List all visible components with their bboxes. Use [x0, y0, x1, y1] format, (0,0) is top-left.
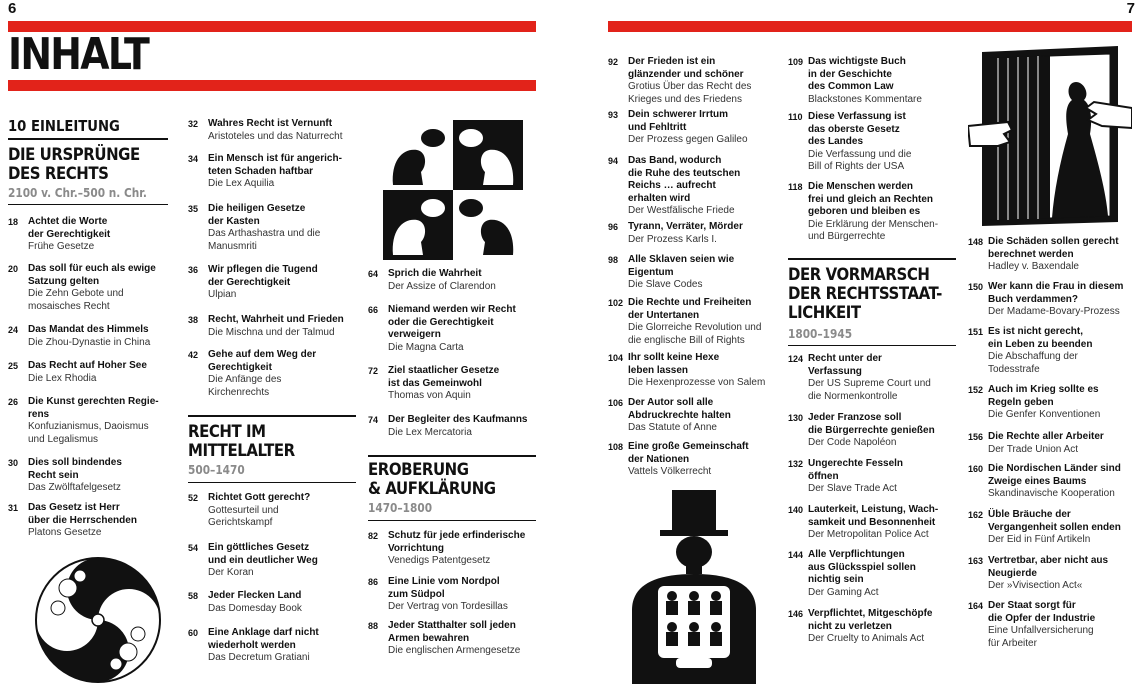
- toc-entry[interactable]: [788, 608, 963, 646]
- toc-entry-subtitle: Die Hexenprozesse von Salem: [628, 377, 766, 388]
- toc-page-number: 104: [608, 353, 624, 363]
- toc-entry-subtitle: Die Zhou-Dynastie in China: [28, 336, 151, 348]
- toc-entry-subtitle: Der Eid in Fünf Artikeln: [988, 534, 1091, 545]
- toc-entry[interactable]: [968, 555, 1138, 593]
- toc-entry[interactable]: [8, 324, 178, 349]
- toc-entry-title: Ein Mensch ist für angerich- teten Schaden haftbar: [208, 153, 342, 177]
- toc-entry[interactable]: [968, 431, 1138, 456]
- section-rule: [8, 138, 168, 140]
- section-title-ursprunge: DIE URSPRÜNGE DES RECHTS: [8, 145, 140, 184]
- toc-page-number: 25: [8, 361, 19, 371]
- toc-entry-subtitle: Der Trade Union Act: [988, 443, 1079, 455]
- toc-entry[interactable]: [188, 542, 363, 580]
- toc-entry[interactable]: [788, 56, 963, 106]
- toc-entry-title: Die Menschen werden frei und gleich an Rechten geboren und bleiben es: [808, 181, 934, 217]
- toc-page-number: 151: [968, 327, 984, 337]
- toc-entry[interactable]: [8, 360, 178, 385]
- toc-page-number: 52: [188, 493, 199, 503]
- toc-entry-subtitle: Das Statute of Anne: [628, 422, 717, 433]
- toc-entry-title: Tyrann, Verräter, Mörder: [628, 221, 743, 232]
- toc-entry-title: Jeder Flecken Land: [208, 590, 302, 601]
- toc-entry[interactable]: [788, 111, 963, 174]
- toc-entry-title: Dein schwerer Irrtum und Fehltritt: [628, 109, 729, 133]
- toc-entry-subtitle: Skandinavische Kooperation: [988, 488, 1115, 499]
- toc-entry-subtitle: Die Verfassung und die Bill of Rights der USA: [808, 148, 912, 172]
- section-title-rechtsstaat: DER VORMARSCH DER RECHTSSTAAT- LICHKEIT: [788, 265, 942, 323]
- toc-entry-subtitle: Die Abschaffung der Todesstrafe: [988, 351, 1078, 375]
- toc-page-number: 34: [188, 154, 199, 164]
- section-years-eroberung: 1470–1800: [368, 501, 433, 515]
- toc-entry-title: Der Begleiter des Kaufmanns: [388, 414, 528, 425]
- toc-page-number: 124: [788, 354, 804, 364]
- toc-entry[interactable]: [788, 353, 963, 403]
- toc-page-number: 64: [368, 269, 379, 279]
- toc-entry-subtitle: Der Westfälische Friede: [628, 205, 735, 216]
- toc-entry-subtitle: Platons Gesetze: [28, 527, 102, 538]
- toc-entry[interactable]: [968, 281, 1138, 319]
- toc-entry[interactable]: [188, 492, 363, 530]
- toc-entry-subtitle: Der Assize of Clarendon: [388, 280, 496, 292]
- toc-entry-title: Das wichtigste Buch in der Geschichte des Common Law: [808, 56, 906, 92]
- toc-entry[interactable]: [8, 502, 178, 540]
- toc-entry[interactable]: [788, 504, 963, 542]
- toc-page-number: 24: [8, 325, 19, 335]
- toc-page-number: 18: [8, 217, 19, 227]
- toc-entry-title: Der Staat sorgt für die Opfer der Industrie: [988, 600, 1096, 624]
- toc-entry[interactable]: [608, 297, 778, 347]
- toc-page-number: 156: [968, 432, 984, 442]
- page-number-left: 6: [8, 0, 17, 17]
- toc-page-number: 36: [188, 265, 199, 275]
- toc-entry-subtitle: Der Metropolitan Police Act: [808, 529, 929, 540]
- toc-entry-title: Ungerechte Fesseln öffnen: [808, 458, 904, 482]
- toc-entry-title: Die Kunst gerechten Regie- rens: [28, 396, 159, 420]
- toc-entry[interactable]: [608, 441, 778, 479]
- toc-entry-subtitle: Die Glorreiche Revolution und die englische Bill of Rights: [628, 322, 762, 346]
- toc-entry-title: Das Band, wodurch die Ruhe des teutschen Reichs … aufrecht erhalten wird: [628, 155, 741, 204]
- toc-page-number: 102: [608, 298, 624, 308]
- toc-page-number: 118: [788, 182, 803, 192]
- toc-entry[interactable]: [368, 365, 543, 403]
- toc-entry-title: Lauterkeit, Leistung, Wach- samkeit und Besonnenheit: [808, 504, 939, 528]
- toc-entry-title: Auch im Krieg sollte es Regeln geben: [988, 384, 1099, 408]
- toc-page-number: 160: [968, 464, 984, 474]
- toc-entry-subtitle: Der Slave Trade Act: [808, 483, 897, 494]
- toc-entry[interactable]: [368, 268, 543, 293]
- toc-page-number: 58: [188, 591, 199, 601]
- toc-page-number: 30: [8, 458, 19, 468]
- toc-page-number: 93: [608, 110, 619, 120]
- section-title-eroberung: EROBERUNG & AUFKLÄRUNG: [368, 460, 496, 499]
- toc-entry-title: Das Gesetz ist Herr über die Herrschenden: [28, 502, 137, 526]
- page-number-right: 7: [1126, 0, 1135, 17]
- toc-entry-title: Verpflichtet, Mitgeschöpfe nicht zu verletzen: [808, 608, 933, 632]
- toc-page-number: 94: [608, 156, 619, 166]
- toc-entry-subtitle: Das Arthashastra und die Manusmriti: [208, 228, 321, 252]
- toc-entry-subtitle: Das Domesday Book: [208, 602, 302, 614]
- globe-spiral-illustration: [28, 548, 168, 684]
- toc-entry-title: Die Nordischen Länder sind Zweige eines Baums: [988, 463, 1121, 487]
- toc-entry-title: Wir pflegen die Tugend der Gerechtigkeit: [208, 264, 318, 288]
- toc-page-number: 163: [968, 556, 984, 566]
- red-bar-top-right: [608, 21, 1132, 32]
- toc-page-number: 72: [368, 366, 379, 376]
- toc-entry-subtitle: Eine Unfallversicherung für Arbeiter: [988, 625, 1094, 649]
- toc-page-number: 130: [788, 413, 804, 423]
- toc-entry-title: Der Autor soll alle Abdruckrechte halten: [628, 397, 731, 421]
- toc-entry[interactable]: [968, 236, 1138, 274]
- toc-page-number: 108: [608, 442, 624, 452]
- toc-entry-subtitle: Thomas von Aquin: [388, 390, 471, 401]
- toc-entry[interactable]: [368, 414, 543, 439]
- toc-page-number: 146: [788, 609, 804, 619]
- section-rule: [8, 204, 168, 205]
- toc-page-number: 54: [188, 543, 199, 553]
- toc-page-number: 162: [968, 510, 984, 520]
- toc-entry-subtitle: Der Prozess gegen Galileo: [628, 134, 748, 145]
- toc-page-number: 66: [368, 305, 379, 315]
- toc-page-number: 35: [188, 204, 199, 214]
- toc-page-number: 109: [788, 57, 804, 67]
- toc-entry-subtitle: Hadley v. Baxendale: [988, 261, 1079, 272]
- toc-entry-title: Gehe auf dem Weg der Gerechtigkeit: [208, 349, 317, 373]
- toc-page-number: 86: [368, 577, 379, 587]
- toc-page-number: 42: [188, 350, 199, 360]
- toc-entry-title: Recht unter der Verfassung: [808, 353, 882, 377]
- toc-entry-subtitle: Der Madame-Bovary-Prozess: [988, 306, 1120, 317]
- toc-entry-subtitle: Der Koran: [208, 567, 254, 578]
- toc-entry[interactable]: [608, 397, 778, 435]
- toc-entry-title: Ihr sollt keine Hexe leben lassen: [628, 352, 720, 376]
- toc-page-number: 26: [8, 397, 19, 407]
- toc-entry[interactable]: [788, 549, 963, 599]
- toc-entry-subtitle: Der Vertrag von Tordesillas: [388, 601, 508, 612]
- toc-entry-title: Jeder Franzose soll die Bürgerrechte genießen: [808, 412, 935, 436]
- toc-entry-subtitle: Die Erklärung der Menschen- und Bürgerrechte: [808, 218, 939, 242]
- section-rule: [788, 345, 956, 346]
- toc-entry-subtitle: Das Decretum Gratiani: [208, 652, 310, 663]
- toc-entry[interactable]: [968, 463, 1138, 501]
- toc-entry-title: Schutz für jede erfinderische Vorrichtung: [388, 530, 526, 554]
- toc-entry-subtitle: Der Prozess Karls I.: [628, 233, 717, 245]
- toc-page-number: 98: [608, 255, 619, 265]
- toc-page-number: 20: [8, 264, 19, 274]
- toc-entry[interactable]: [968, 326, 1138, 376]
- speaking-heads-illustration: [383, 120, 523, 260]
- toc-page-number: 88: [368, 621, 379, 631]
- section-rule: [368, 455, 536, 457]
- section-years-ursprunge: 2100 v. Chr.–500 n. Chr.: [8, 186, 147, 200]
- toc-entry[interactable]: [8, 457, 178, 495]
- toc-entry[interactable]: [8, 263, 178, 313]
- toc-entry-subtitle: Die Lex Rhodia: [28, 372, 97, 384]
- toc-entry[interactable]: [188, 314, 363, 339]
- toc-page-number: 110: [788, 112, 803, 122]
- toc-entry-title: Die heiligen Gesetze der Kasten: [208, 203, 306, 227]
- toc-entry-title: Der Frieden ist ein glänzender und schöner: [628, 56, 744, 80]
- section-rule: [188, 482, 356, 483]
- toc-entry-subtitle: Der Cruelty to Animals Act: [808, 633, 925, 644]
- toc-entry-subtitle: Die englischen Armengesetze: [388, 645, 521, 656]
- toc-entry-subtitle: Konfuzianismus, Daoismus und Legalismus: [28, 421, 149, 445]
- toc-entry[interactable]: [368, 530, 543, 568]
- toc-entry[interactable]: [788, 458, 963, 496]
- toc-entry[interactable]: [8, 396, 178, 446]
- toc-entry-title: Dies soll bindendes Recht sein: [28, 457, 122, 481]
- toc-page-number: 74: [368, 415, 379, 425]
- toc-entry-title: Jeder Statthalter soll jeden Armen bewahren: [388, 620, 516, 644]
- toc-entry-subtitle: Ulpian: [208, 289, 237, 300]
- toc-entry-title: Recht, Wahrheit und Frieden: [208, 314, 344, 325]
- toc-entry[interactable]: [608, 155, 778, 218]
- toc-entry-subtitle: Blackstones Kommentare: [808, 93, 922, 105]
- toc-page-number: 82: [368, 531, 379, 541]
- toc-entry-title: Niemand werden wir Recht oder die Gerechtigkeit verweigern: [388, 304, 516, 340]
- toc-entry[interactable]: [188, 590, 363, 615]
- toc-page-number: 31: [8, 503, 19, 513]
- section-years-rechtsstaat: 1800–1945: [788, 327, 853, 341]
- toc-entry-title: Richtet Gott gerecht?: [208, 492, 311, 503]
- toc-page-number: 32: [188, 119, 199, 129]
- toc-entry-title: Diese Verfassung ist das oberste Gesetz des Landes: [808, 111, 906, 147]
- einleitung-heading: 10 EINLEITUNG: [8, 117, 120, 135]
- toc-page-number: 132: [788, 459, 804, 469]
- toc-entry-subtitle: Die Mischna und der Talmud: [208, 326, 335, 338]
- toc-entry[interactable]: [608, 221, 778, 246]
- toc-entry-title: Ziel staatlicher Gesetze ist das Gemeinwohl: [388, 365, 500, 389]
- toc-entry-subtitle: Das Zwölftafelgesetz: [28, 482, 121, 493]
- toc-entry-title: Das Mandat des Himmels: [28, 324, 149, 335]
- toc-entry[interactable]: [968, 384, 1138, 422]
- toc-entry-title: Das Recht auf Hoher See: [28, 360, 147, 371]
- toc-entry-subtitle: Venedigs Patentgesetz: [388, 555, 491, 566]
- section-years-mittelalter: 500–1470: [188, 463, 245, 477]
- toc-entry[interactable]: [968, 509, 1138, 547]
- toc-page-number: 164: [968, 601, 984, 611]
- toc-page-number: 150: [968, 282, 984, 292]
- toc-entry-title: Wahres Recht ist Vernunft: [208, 118, 333, 129]
- toc-entry[interactable]: [608, 109, 778, 147]
- toc-entry-subtitle: Die Slave Codes: [628, 279, 703, 290]
- toc-entry[interactable]: [608, 56, 778, 106]
- toc-entry[interactable]: [368, 576, 543, 614]
- toc-entry-title: Sprich die Wahrheit: [388, 268, 482, 279]
- toc-page-number: 140: [788, 505, 804, 515]
- toc-entry[interactable]: [188, 203, 363, 253]
- toc-entry-title: Alle Verpflichtungen aus Glücksspiel sollen nichtig sein: [808, 549, 916, 585]
- toc-entry-title: Die Schäden sollen gerecht berechnet werden: [988, 236, 1119, 260]
- section-rule: [368, 520, 536, 521]
- section-rule: [188, 415, 356, 417]
- top-hat-figure-illustration: [630, 490, 760, 684]
- toc-entry-title: Wer kann die Frau in diesem Buch verdammen?: [988, 281, 1124, 305]
- toc-page-number: 38: [188, 315, 199, 325]
- toc-entry[interactable]: [188, 153, 363, 191]
- toc-entry-subtitle: Die Lex Aquilia: [208, 178, 275, 189]
- toc-entry-title: Vertretbar, aber nicht aus Neugierde: [988, 555, 1109, 579]
- page-title: INHALT: [8, 29, 149, 80]
- toc-entry[interactable]: [188, 118, 363, 143]
- toc-entry[interactable]: [368, 620, 543, 658]
- toc-entry-subtitle: Grotius Über das Recht des Krieges und des Friedens: [628, 81, 752, 105]
- toc-entry[interactable]: [608, 352, 778, 390]
- toc-entry[interactable]: [968, 600, 1138, 650]
- toc-page-number: 144: [788, 550, 804, 560]
- red-bar-title-underline: [8, 80, 536, 91]
- toc-entry-subtitle: Der Gaming Act: [808, 586, 879, 598]
- toc-entry[interactable]: [188, 349, 363, 399]
- toc-entry-title: Es ist nicht gerecht, ein Leben zu beenden: [988, 326, 1093, 350]
- section-title-mittelalter: RECHT IM MITTELALTER: [188, 422, 295, 461]
- toc-page-number: 96: [608, 222, 619, 232]
- toc-entry-subtitle: Vattels Völkerrecht: [628, 466, 712, 477]
- toc-entry-title: Die Rechte und Freiheiten der Untertanen: [628, 297, 752, 321]
- toc-entry[interactable]: [788, 181, 963, 244]
- toc-page-number: 60: [188, 628, 199, 638]
- section-rule: [788, 258, 956, 260]
- toc-entry-subtitle: Die Genfer Konventionen: [988, 409, 1101, 420]
- toc-entry-title: Eine Anklage darf nicht wiederholt werden: [208, 627, 319, 651]
- toc-entry-subtitle: Die Magna Carta: [388, 341, 464, 353]
- toc-entry-subtitle: Der Code Napoléon: [808, 437, 897, 448]
- toc-page-number: 106: [608, 398, 624, 408]
- toc-entry-title: Eine große Gemeinschaft der Nationen: [628, 441, 749, 465]
- toc-entry-title: Üble Bräuche der Vergangenheit sollen enden: [988, 509, 1121, 533]
- toc-entry-subtitle: Der US Supreme Court und die Normenkontrolle: [808, 378, 931, 402]
- toc-entry-subtitle: Aristoteles und das Naturrecht: [208, 130, 343, 142]
- toc-entry-subtitle: Die Anfänge des Kirchenrechts: [208, 374, 282, 398]
- toc-entry[interactable]: [788, 412, 963, 450]
- toc-entry-title: Alle Sklaven seien wie Eigentum: [628, 254, 735, 278]
- toc-entry-subtitle: Gottesurteil und Gerichtskampf: [208, 504, 279, 528]
- toc-entry-subtitle: Frühe Gesetze: [28, 241, 95, 252]
- toc-entry[interactable]: [8, 216, 178, 254]
- toc-entry-subtitle: Die Lex Mercatoria: [388, 426, 472, 438]
- toc-entry-title: Die Rechte aller Arbeiter: [988, 431, 1104, 442]
- toc-page-number: 92: [608, 57, 619, 67]
- toc-entry[interactable]: [188, 627, 363, 665]
- toc-page-number: 148: [968, 237, 984, 247]
- toc-page-number: 152: [968, 385, 984, 395]
- toc-entry-title: Das soll für euch als ewige Satzung gelten: [28, 263, 156, 287]
- toc-entry-subtitle: Die Zehn Gebote und mosaisches Recht: [28, 288, 124, 312]
- toc-entry-title: Achtet die Worte der Gerechtigkeit: [28, 216, 111, 240]
- toc-entry[interactable]: [188, 264, 363, 302]
- book-woman-illustration: [968, 42, 1132, 230]
- toc-entry[interactable]: [608, 254, 778, 292]
- toc-entry-title: Eine Linie vom Nordpol zum Südpol: [388, 576, 500, 600]
- toc-entry[interactable]: [368, 304, 543, 354]
- toc-entry-subtitle: Der »Vivisection Act«: [988, 580, 1083, 591]
- toc-entry-title: Ein göttliches Gesetz und ein deutlicher Weg: [208, 542, 318, 566]
